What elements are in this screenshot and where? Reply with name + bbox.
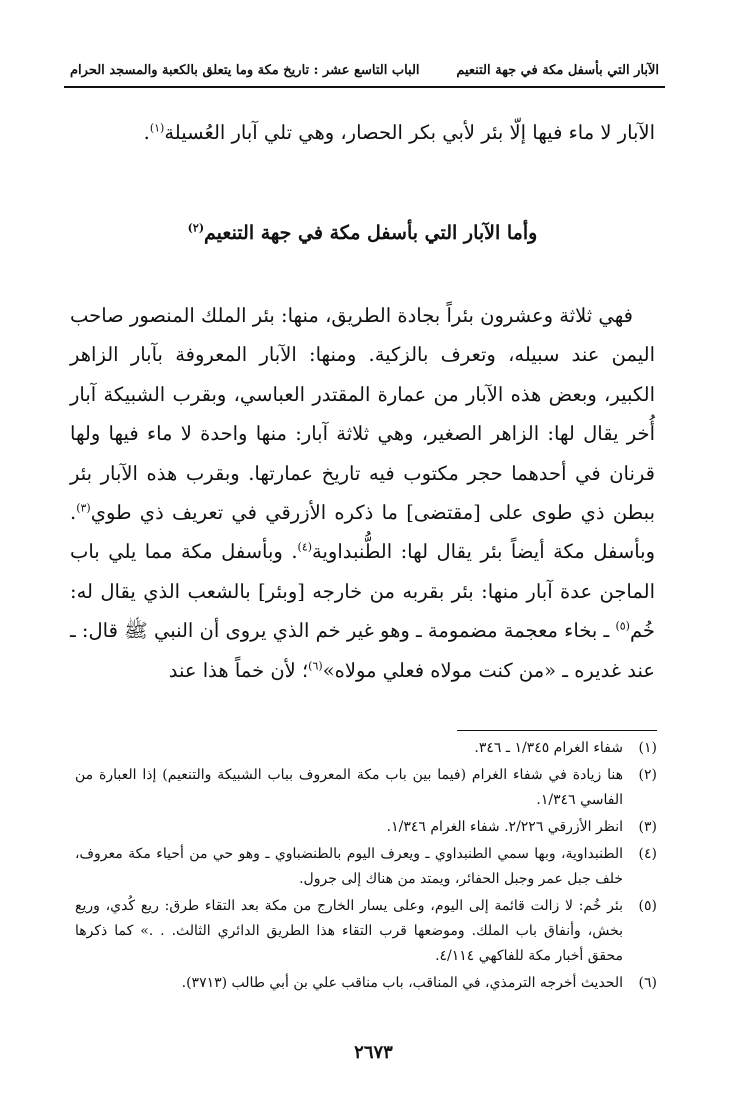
- footnotes: [75, 736, 657, 998]
- paragraph-2-part-d: ـ بخاء معجمة مضمومة ـ وهو غير خم الذي يروى أن النبي ﷺ قال: ـ عند غديره ـ «من كنت مولاه فعلي مولاه»: [70, 619, 655, 682]
- footnote: [75, 842, 657, 892]
- footnote: [75, 763, 657, 813]
- paragraph-1-text: الآبار لا ماء فيها إلّا بئر لأبي بكر الحصار، وهي تلي آبار العُسيلة: [164, 121, 655, 144]
- running-head-title: الآبار التي بأسفل مكة في جهة التنعيم: [456, 62, 659, 78]
- footnote-ref-3: (٣): [76, 501, 91, 515]
- footnote-text: بئر خُم: لا زالت قائمة إلى اليوم، وعلى يسار الخارج من مكة بعد التقاء طرق: ريع كُدي، وريع بخش، وأنفاق باب الملك. وموضعها قرب التقاء هذا الطريق الدائري الثالث. . .» كما ذكرها محقق أخبار مكة للفاكهي ٤/١١٤.: [75, 898, 623, 964]
- paragraph-2-part-e: ؛ لأن خماً هذا عند: [168, 658, 309, 682]
- paragraph-2-part-a: فهي ثلاثة وعشرون بئراً بجادة الطريق، منها: بئر الملك المنصور صاحب اليمن عند سبيله، وتعرف بالزكية. ومنها: الآبار المعروفة بآبار الزاهر الكبير، وبعض هذه الآبار من عمارة المقتدر العباسي، وبقرب الشبيكة آبار أُخر يقال لها: الزاهر الصغير، وهي ثلاثة آبار: منها واحدة لا ماء فيها ولها قرنان في أحدهما حجر مكتوب فيه تاريخ عمارتها. وبقرب هذه الآبار بئر ببطن ذي طوى على [مقتضى] ما ذكره الأزرقي في تعريف ذي طوي: [70, 304, 655, 525]
- footnote-number: (٦): [638, 975, 657, 991]
- footnote-number: (١): [638, 740, 657, 756]
- paragraph-2-part-c: . وبأسفل مكة مما يلي باب الماجن عدة آبار منها: بئر بقربه من خارجه [وبئر] بالشعب الذي يقال له: خُم: [70, 540, 655, 643]
- footnote: [75, 815, 657, 840]
- footnote-number: (٣): [638, 819, 657, 835]
- footnote-ref-1: (١): [149, 121, 165, 135]
- footnote-ref-5: (٥): [615, 619, 630, 633]
- footnote-ref-4: (٤): [297, 540, 313, 554]
- footnote-number: (٤): [638, 846, 657, 862]
- footnote: [75, 894, 657, 969]
- footnote-text: الحديث أخرجه الترمذي، في المناقب، باب مناقب علي بن أبي طالب (٣٧١٣).: [181, 975, 623, 991]
- header-rule: [64, 86, 665, 88]
- footnote: [75, 971, 657, 996]
- footnote: [75, 736, 657, 761]
- footnote-number: (٢): [638, 767, 657, 783]
- running-head-chapter: الباب التاسع عشر : تاريخ مكة وما يتعلق بالكعبة والمسجد الحرام: [70, 62, 420, 78]
- footnote-text: انظر الأزرقي ٢/٢٢٦. شفاء الغرام ١/٣٤٦.: [386, 819, 623, 835]
- paragraph-1-end: .: [143, 121, 150, 144]
- running-head: [70, 58, 659, 82]
- section-heading-text: وأما الآبار التي بأسفل مكة في جهة التنعيم: [204, 222, 538, 244]
- paragraph-2: [70, 296, 655, 690]
- paragraph-1: [70, 112, 655, 154]
- footnote-ref-2: (٢): [187, 221, 205, 235]
- footnote-text: شفاء الغرام ١/٣٤٥ ـ ٣٤٦.: [474, 740, 623, 756]
- footnote-number: (٥): [638, 898, 657, 914]
- footnote-text: هنا زيادة في شفاء الغرام (فيما بين باب مكة المعروف بباب الشبيكة والتنعيم) إذا العبارة من الفاسي ١/٣٤٦.: [75, 767, 623, 808]
- footnote-rule: [457, 730, 657, 731]
- page-number: ٢٦٧٣: [354, 1042, 393, 1063]
- footnote-ref-6: (٦): [308, 659, 323, 673]
- section-heading: [70, 222, 655, 244]
- paragraph-2-part-b: . وبأسفل مكة أيضاً بئر يقال لها: الطُّنبداوية: [70, 501, 655, 564]
- footnote-text: الطنبداوية، وبها سمي الطنبداوي ـ ويعرف اليوم بالطنضباوي ـ وهو حي من أحياء مكة معروف، خلف جبل عمر وجبل الحفائر، ويمتد من هناك إلى جرول.: [75, 846, 623, 887]
